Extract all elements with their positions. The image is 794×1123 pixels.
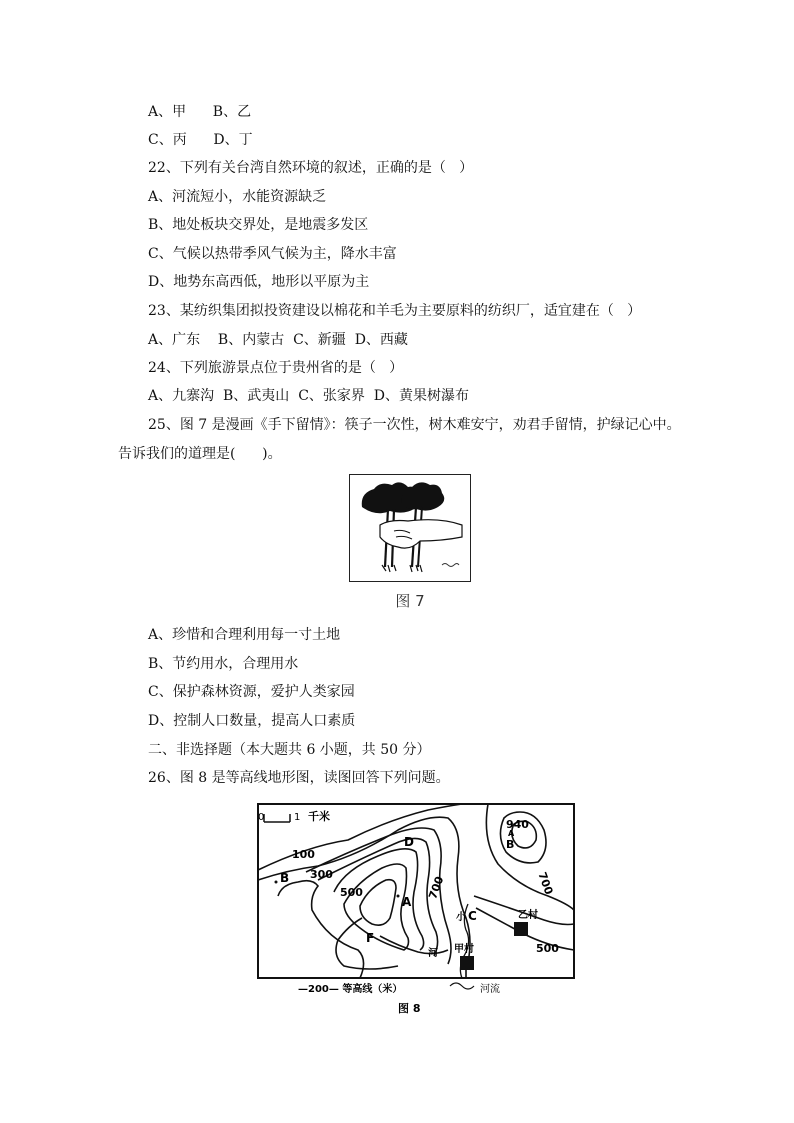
point-b-left: B: [280, 871, 290, 885]
point-b-right: B: [506, 838, 515, 851]
label-300: 300: [310, 868, 333, 881]
q25-option-d: D、控制人口数量，提高人口素质: [148, 713, 356, 729]
signature: [442, 564, 459, 567]
label-700-right: 700: [535, 870, 556, 897]
q24-options: A、九寨沟 B、武夷山 C、张家界 D、黄果树瀑布: [148, 388, 470, 404]
figure-7: [345, 472, 475, 614]
legend-contour: —200— 等高线（米）: [298, 984, 403, 995]
river-label: 河: [428, 948, 438, 959]
small-label: 小: [456, 912, 466, 923]
q23-options: A、广东 B、内蒙古 C、新疆 D、西藏: [148, 332, 408, 348]
contour-map: [248, 800, 578, 1020]
hand: [380, 520, 462, 548]
figure-8: [248, 800, 578, 1020]
question-26: 26、图 8 是等高线地形图，读图回答下列问题。: [148, 770, 450, 786]
point-a: A: [402, 895, 412, 909]
label-940: 940: [506, 818, 529, 831]
answer-row-bing-ding: C、丙 D、丁: [148, 132, 253, 148]
point-f: F: [366, 931, 375, 945]
point-a-small: A: [508, 829, 515, 838]
cartoon-hand-trees: [350, 475, 469, 580]
label-700-left: 700: [426, 874, 447, 901]
village-yi-marker: [514, 922, 528, 936]
scale-unit: 千米: [308, 810, 330, 823]
legend-river-symbol: [450, 983, 474, 989]
village-yi-label: 乙村: [518, 910, 538, 921]
point-d: D: [404, 835, 414, 849]
answer-row-jia-yi: A、甲 B、乙: [148, 104, 252, 120]
q22-option-b: B、地处板块交界处，是地震多发区: [148, 217, 369, 233]
scale-one: 1: [294, 812, 301, 823]
scale-zero: 0: [258, 812, 265, 823]
point-c: C: [468, 909, 477, 923]
question-23: 23、某纺织集团拟投资建设以棉花和羊毛为主要原料的纺织厂，适宜建在（ ）: [148, 303, 642, 319]
label-100: 100: [292, 848, 315, 861]
figure-7-caption: 图 7: [395, 592, 425, 610]
question-25: 25、图 7 是漫画《手下留情》：筷子一次性，树木难安宁，劝君手留情，护绿记心中。: [148, 417, 681, 433]
question-22: 22、下列有关台湾自然环境的叙述，正确的是（ ）: [148, 160, 474, 176]
label-500-right: 500: [536, 942, 559, 955]
tree-canopy-right: [402, 482, 445, 510]
q22-option-a: A、河流短小，水能资源缺乏: [148, 189, 327, 205]
figure-8-caption: 图 8: [398, 1002, 421, 1015]
q25-option-a: A、珍惜和合理利用每一寸土地: [148, 627, 341, 643]
village-jia-label: 甲村: [454, 944, 474, 955]
legend-river: 河流: [480, 984, 500, 995]
village-jia-marker: [460, 956, 474, 970]
q25-option-b: B、节约用水，合理用水: [148, 656, 299, 672]
q22-option-d: D、地势东高西低，地形以平原为主: [148, 274, 370, 290]
section-2-heading: 二、非选择题（本大题共 6 小题，共 50 分）: [148, 742, 431, 758]
cartoon-frame: [349, 474, 471, 582]
q22-option-c: C、气候以热带季风气候为主，降水丰富: [148, 246, 397, 262]
question-25-cont: 告诉我们的道理是( )。: [118, 446, 282, 462]
q25-option-c: C、保护森林资源，爱护人类家园: [148, 684, 355, 700]
question-24: 24、下列旅游景点位于贵州省的是（ ）: [148, 360, 404, 376]
label-500: 500: [340, 886, 363, 899]
